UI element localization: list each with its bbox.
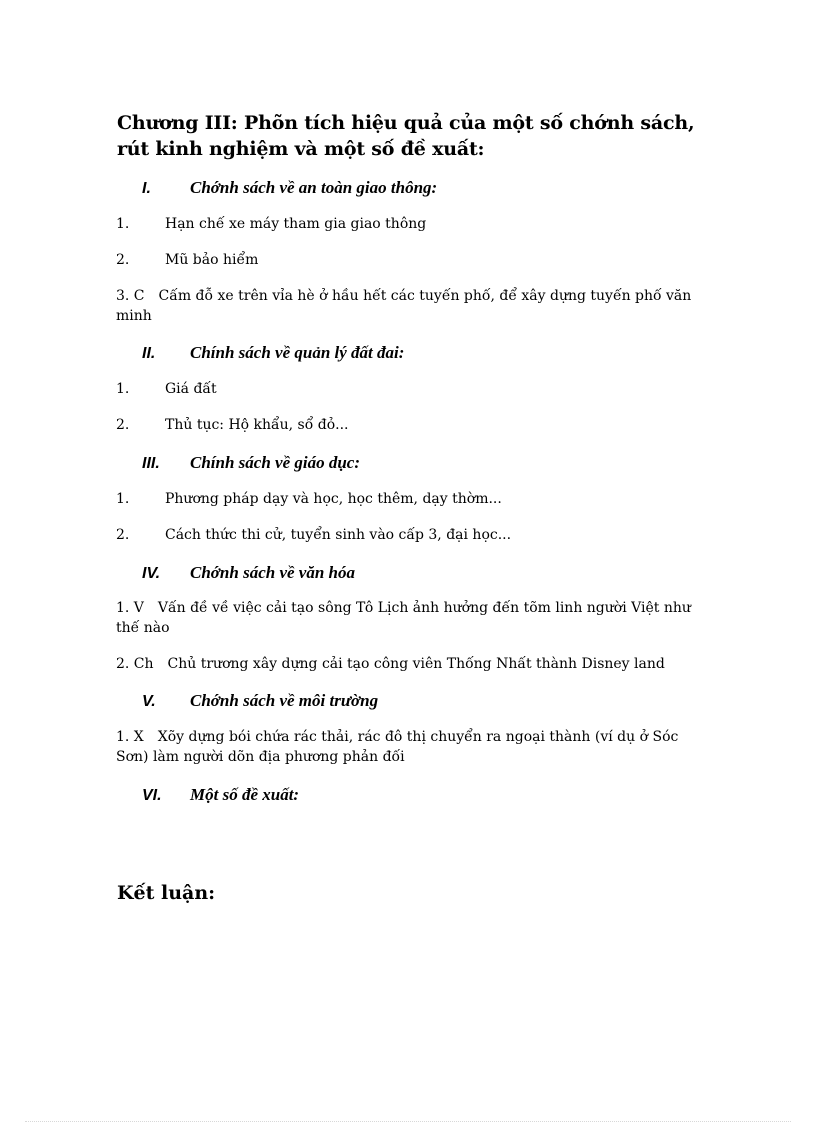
item-number: 2. <box>116 527 130 543</box>
list-item <box>116 598 712 638</box>
section-heading-5 <box>142 690 378 712</box>
item-number: 1. <box>116 381 130 397</box>
item-text: Mũ bảo hiểm <box>165 252 259 268</box>
item-number: 1. V <box>116 600 144 616</box>
section-heading-1 <box>142 177 437 199</box>
item-text: Thủ tục: Hộ khẩu, sổ đỏ... <box>165 417 349 433</box>
item-number: 1. <box>116 216 130 232</box>
item-text: Cách thức thi cử, tuyển sinh vào cấp 3, đại học... <box>165 527 512 543</box>
item-text: Xõy dựng bói chứa rác thải, rác đô thị chuyển ra ngoại thành (ví dụ ở Sóc Sơn) làm người dõn địa phương phản đối <box>116 729 679 765</box>
section-number: III. <box>142 455 160 472</box>
list-item <box>116 525 712 545</box>
item-number: 2. <box>116 252 130 268</box>
item-text: Hạn chế xe máy tham gia giao thông <box>165 216 427 232</box>
item-text: Vấn đề về việc cải tạo sông Tô Lịch ảnh hưởng đến tõm linh người Việt như thế nào <box>116 600 691 636</box>
section-number: II. <box>142 345 156 362</box>
item-number: 2. Ch <box>116 656 154 672</box>
item-number: 1. <box>116 491 130 507</box>
item-text: Cấm đỗ xe trên vỉa hè ở hầu hết các tuyến phố, để xây dựng tuyến phố văn minh <box>116 288 692 324</box>
chapter-title: Chương III: Phõn tích hiệu quả của một số chớnh sách, rút kinh nghiệm và một số đề xuất: <box>117 112 695 160</box>
section-heading-6 <box>142 784 299 806</box>
item-number: 2. <box>116 417 130 433</box>
section-heading-2 <box>142 342 404 364</box>
section-title: Chớnh sách về văn hóa <box>190 563 355 582</box>
section-title: Một số đề xuất: <box>190 785 300 804</box>
section-number: IV. <box>142 565 161 582</box>
section-title: Chính sách về giáo dục: <box>190 453 361 472</box>
item-number: 3. C <box>116 288 145 304</box>
list-item <box>116 415 712 435</box>
section-heading-3 <box>142 452 360 474</box>
item-number: 1. X <box>116 729 144 745</box>
item-text: Chủ trương xây dựng cải tạo công viên Thống Nhất thành Disney land <box>167 656 665 672</box>
list-item <box>116 379 712 399</box>
section-heading-4 <box>142 562 355 584</box>
page-bottom-divider <box>25 1121 791 1122</box>
list-item <box>116 654 712 674</box>
section-number: I. <box>142 180 151 197</box>
item-text: Phương pháp dạy và học, học thêm, dạy thờm... <box>165 491 502 507</box>
list-item <box>116 489 712 509</box>
section-title: Chính sách về quản lý đất đai: <box>190 343 405 362</box>
section-number: VI. <box>142 787 162 804</box>
item-text: Giá đất <box>165 381 217 397</box>
section-title: Chớnh sách về môi trường <box>190 691 379 710</box>
list-item <box>116 250 712 270</box>
list-item <box>116 214 712 234</box>
section-number: V. <box>142 693 156 710</box>
section-title: Chớnh sách về an toàn giao thông: <box>190 178 438 197</box>
list-item <box>116 286 712 326</box>
list-item <box>116 727 712 767</box>
conclusion-heading: Kết luận: <box>117 882 216 904</box>
